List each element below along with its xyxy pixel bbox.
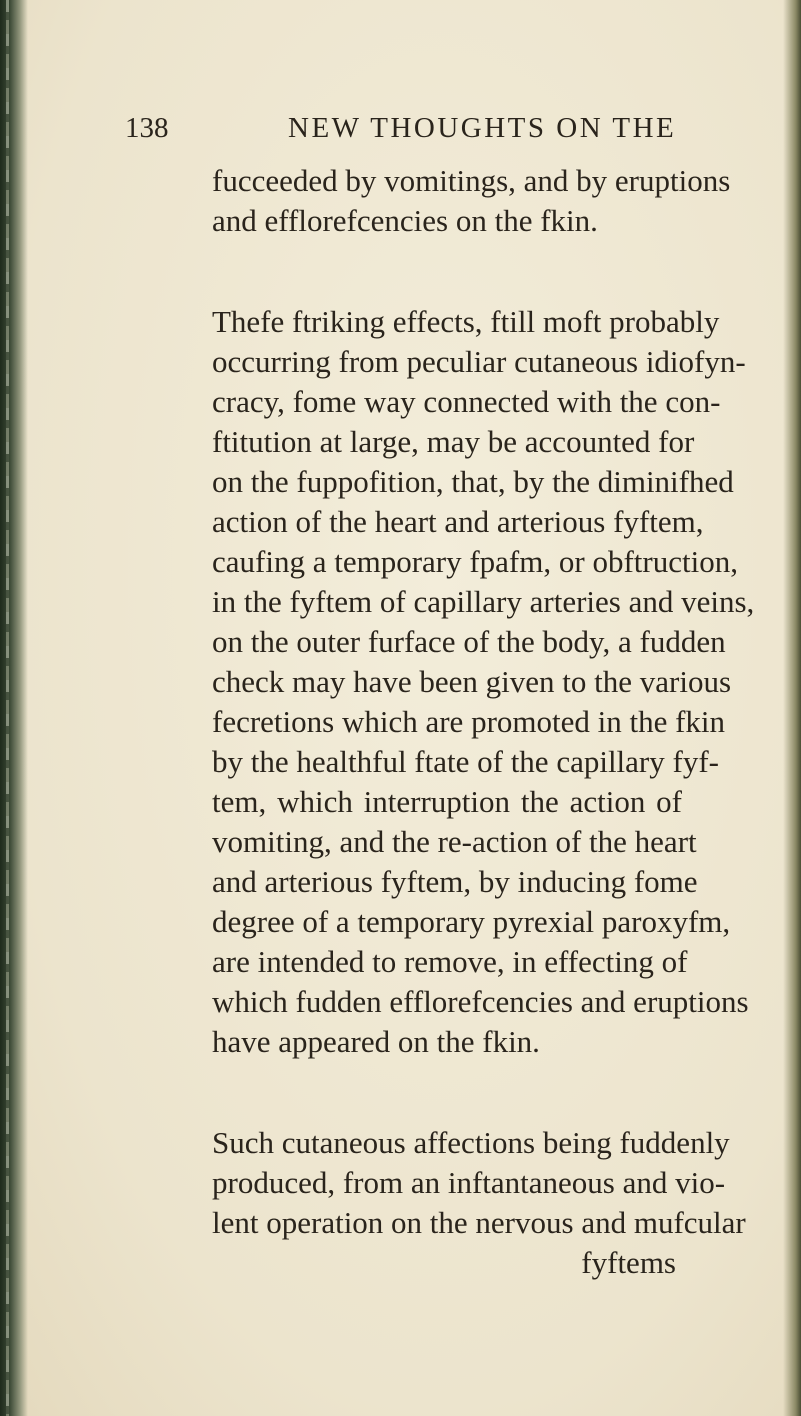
body-text: [212, 161, 755, 1283]
text-line: fecretions which are promoted in the fkin: [212, 704, 726, 739]
text-line: check may have been given to the various: [212, 664, 732, 699]
text-line: by the healthful ftate of the capillary fyf-: [212, 744, 719, 779]
text-line: on the fuppofition, that, by the diminifhed: [212, 464, 734, 499]
page-number: 138: [125, 112, 169, 144]
text-line: occurring from peculiar cutaneous idiofyn-: [212, 344, 746, 379]
text-line: action of the heart and arterious fyftem,: [212, 504, 704, 539]
running-title: NEW THOUGHTS ON THE: [288, 112, 677, 144]
text-line: produced, from an inftantaneous and vio-: [212, 1165, 726, 1200]
text-line: on the outer furface of the body, a fudden: [212, 624, 726, 659]
paragraph: [212, 302, 755, 1062]
text-line: which fudden efflorefcencies and eruptions: [212, 984, 749, 1019]
text-line: tem, which interruption the action of: [212, 784, 682, 819]
catchword: fyftems: [581, 1245, 676, 1280]
page-edge-shadow: [783, 0, 801, 1416]
text-line: Such cutaneous affections being fuddenly: [212, 1125, 730, 1160]
text-line: have appeared on the fkin.: [212, 1024, 540, 1059]
text-line: degree of a temporary pyrexial paroxyfm,: [212, 904, 731, 939]
text-line: Thefe ftriking effects, ftill moft probably: [212, 304, 720, 339]
paragraph: [212, 161, 731, 241]
paragraph-gap: [212, 1062, 682, 1123]
running-head: [125, 112, 677, 152]
text-line: vomiting, and the re-action of the heart: [212, 824, 697, 859]
text-line: in the fyftem of capillary arteries and veins,: [212, 584, 755, 619]
paragraph-gap: [212, 241, 682, 302]
text-line: lent operation on the nervous and mufcular: [212, 1205, 746, 1240]
text-line: and arterious fyftem, by inducing fome: [212, 864, 698, 899]
text-line: caufing a temporary fpafm, or obftruction,: [212, 544, 738, 579]
paragraph: [212, 1123, 746, 1243]
text-line: fucceeded by vomitings, and by eruptions: [212, 163, 731, 198]
text-line: ftitution at large, may be accounted for: [212, 424, 695, 459]
book-gutter-shadow: [0, 0, 28, 1416]
text-line: are intended to remove, in effecting of: [212, 944, 688, 979]
text-line: cracy, fome way connected with the con-: [212, 384, 721, 419]
text-line: and efflorefcencies on the fkin.: [212, 203, 598, 238]
